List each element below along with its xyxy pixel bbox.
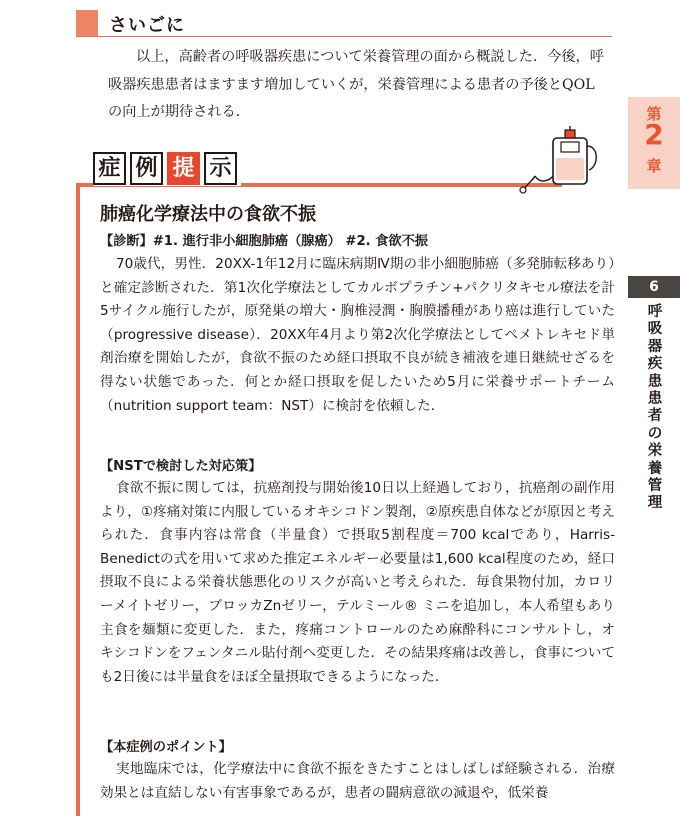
section-number-tab: 6	[628, 276, 680, 298]
vertical-char: 吸	[647, 321, 663, 338]
point-heading: 【本症例のポイント】	[100, 740, 232, 755]
diagnosis-line: 【診断】#1. 進行非小細胞肺癌（腺癌） #2. 食欲不振	[100, 234, 428, 249]
vertical-char: 患	[647, 373, 663, 390]
case-title: 肺癌化学療法中の食欲不振	[100, 204, 316, 225]
chapter-prefix: 第	[646, 105, 662, 123]
nst-block	[100, 477, 615, 689]
closing-section-title: さいごに	[109, 15, 185, 36]
case-header	[93, 152, 241, 186]
vertical-char: 管	[647, 478, 663, 495]
point-block	[100, 758, 615, 805]
vertical-char: 理	[647, 495, 663, 512]
case-frame-left	[76, 183, 80, 816]
vertical-char: 栄	[647, 443, 663, 460]
closing-text: 以上，高齢者の呼吸器疾患について栄養管理の面から概説した．今後，呼吸器疾患患者はますます増加していくが，栄養管理による患者の予後とQOLの向上が期待される．	[108, 49, 604, 120]
case-header-char: 示	[204, 152, 237, 185]
vertical-char: の	[647, 425, 663, 442]
vertical-char: 呼	[647, 304, 663, 320]
case-header-char: 例	[130, 152, 163, 185]
chapter-suffix: 章	[646, 157, 662, 175]
section-vertical-title	[645, 304, 665, 513]
case-history-text: 70歳代，男性．20XX-1年12月に臨床病期Ⅳ期の非小細胞肺癌（多発肺転移あり）と確定診断された．第1次化学療法としてカルボプラチン+パクリタキセル療法を計5サイクル施行したが，原発巣の増大・胸椎浸潤・胸膜播種があり癌は進行していた（progressive disease）．20XX年4月より第2次化学療法としてペメトレキセド単剤治療を開始したが，食欲不振のため経口摂取不良が続き補液を連日継続せざるを得ない状態であった．何とか経口摂取を促したいため5月に栄養サポートチーム（nutrition support team：NST）に検討を依頼した．	[100, 256, 615, 414]
chapter-number: 2	[644, 118, 664, 151]
vertical-char: 器	[647, 338, 663, 355]
nst-text: 食欲不振に関しては，抗癌剤投与開始後10日以上経過しており，抗癌剤の副作用より，①疼痛対策に内服しているオキシコドン製剤，②原疾患自体などが原因と考えられた．食事内容は常食（半量食）で摂取5割程度＝700 kcalであり，Harris-Benedictの式を用いて求めた推定エネルギー必要量は1,600 kcal程度のため，経口摂取不良による栄養状態悪化のリスクが高いと考えられた．毎食果物付加，カロリーメイトゼリー，ブロッカZnゼリー，テルミール® ミニを追加し，本人希望もあり主食を麺類に変更した．また，疼痛コントロールのため麻酔科にコンサルトし，オキシコドンをフェンタニル貼付剤へ変更した．その結果疼痛は改善し，食事についても2日後には半量食をほぼ全量摂取できるようになった．	[100, 480, 615, 685]
case-header-char-highlight: 提	[167, 152, 200, 185]
vertical-char: 疾	[647, 356, 663, 373]
feeding-bag-icon	[515, 126, 605, 196]
vertical-char: 養	[647, 460, 663, 477]
case-header-char: 症	[93, 152, 126, 185]
vertical-char: 患	[647, 391, 663, 408]
case-history-block	[100, 253, 615, 418]
chapter-tab	[628, 97, 680, 189]
closing-paragraph	[108, 44, 608, 127]
closing-section-header	[76, 10, 612, 37]
nst-heading: 【NSTで検討した対応策】	[100, 459, 262, 474]
vertical-char: 者	[647, 408, 663, 425]
section-marker-bar	[76, 10, 98, 36]
point-text: 実地臨床では，化学療法中に食欲不振をきたすことはしばしば経験される．治療効果とは直結しない有害事象であるが，患者の闘病意欲の減退や，低栄養	[100, 761, 615, 801]
